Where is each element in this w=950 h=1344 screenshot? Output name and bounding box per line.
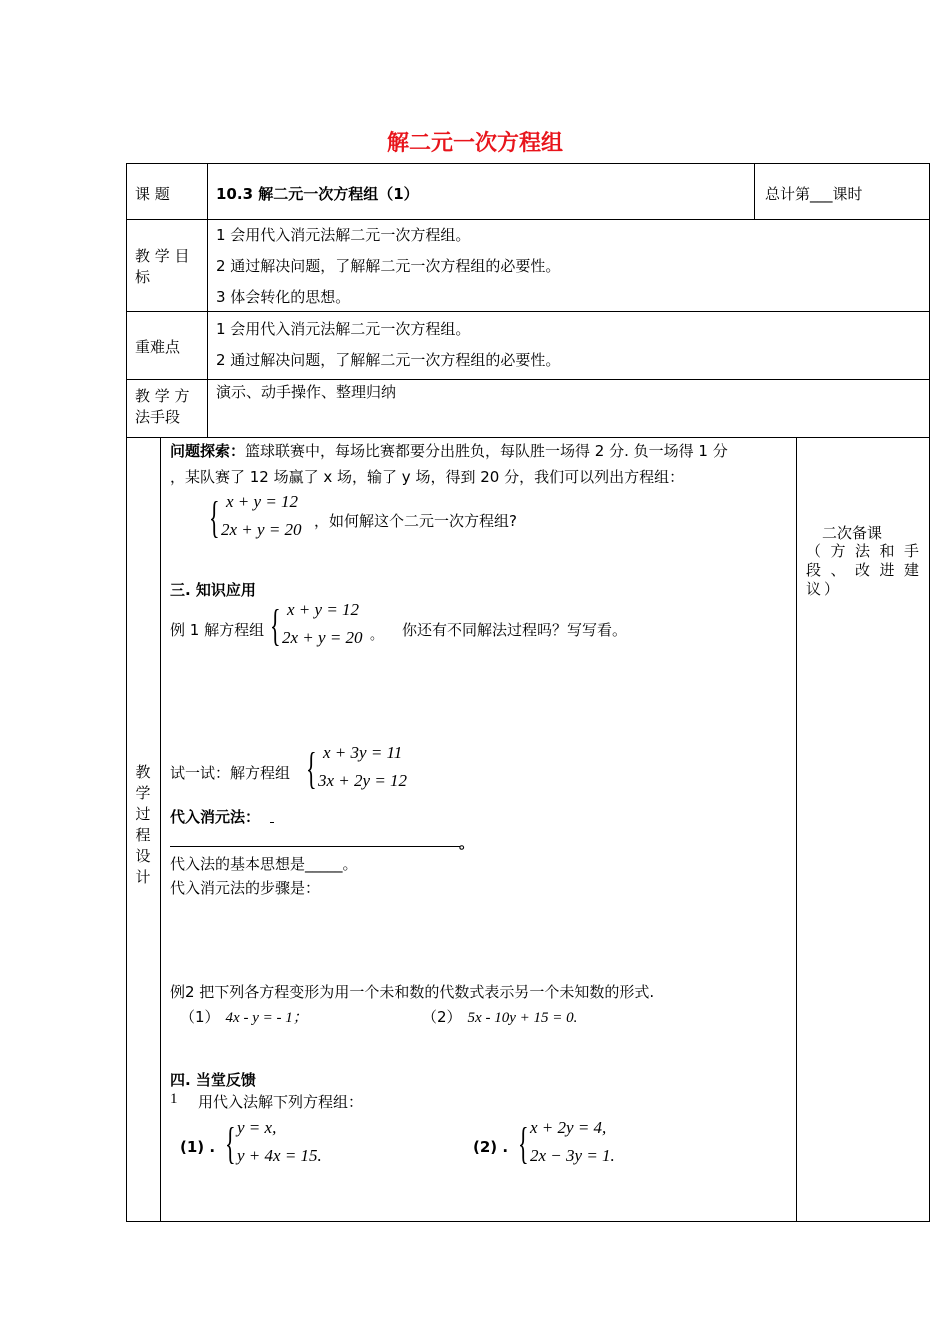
total-lessons: 总计第___课时 — [765, 185, 863, 203]
small-dash — [270, 822, 274, 823]
equation-system-try — [306, 741, 426, 797]
explore-text-1: 篮球联赛中，每场比赛都要分出胜负，每队胜一场得 2 分. 负一场得 1 分 — [245, 442, 728, 460]
substitution-end: 。 — [459, 834, 475, 852]
feedback-1-label: (1) . — [180, 1138, 216, 1156]
brace-icon: { — [270, 601, 281, 650]
try-label: 试一试：解方程组 — [170, 764, 291, 782]
equation: x + 2y = 4, — [530, 1118, 607, 1137]
equation-system-ex1 — [270, 598, 380, 654]
equation-system-fb2 — [518, 1116, 628, 1172]
example-2: 例2 把下列各方程变形为用一个未和数的代数式表示另一个未知数的形式. — [170, 983, 655, 1001]
brace-icon: { — [225, 1119, 236, 1168]
brace-icon: { — [518, 1119, 529, 1168]
ex2-item-1-eq: 4x - y = - 1； — [225, 1010, 308, 1026]
ex2-item-1-label: （1） — [180, 1008, 220, 1026]
difficulty-label: 重难点 — [135, 338, 181, 356]
side-note-title: 二次备课 — [822, 524, 883, 542]
substitution-label: 代入消元法： — [170, 808, 261, 826]
example-1-dot: 。 — [370, 628, 384, 643]
explore-line-1 — [170, 440, 728, 461]
method-label: 教 学 方 法手段 — [135, 387, 190, 426]
goal-item: 3 体会转化的思想。 — [216, 288, 351, 306]
basic-idea: 代入法的基本思想是_____。 — [170, 855, 358, 873]
feedback-2-label: (2) . — [473, 1138, 509, 1156]
equation: x + y = 12 — [287, 600, 360, 619]
equation-system-fb1 — [225, 1116, 335, 1172]
example-1-question: 你还有不同解法过程吗？写写看。 — [402, 621, 628, 639]
equation-system-1 — [209, 490, 319, 546]
equation: 2x + y = 20 — [221, 520, 302, 539]
method-value: 演示、动手操作、整理归纳 — [216, 383, 397, 401]
feedback-number: 1 — [170, 1091, 178, 1107]
page-title: 解二元一次方程组 — [386, 131, 563, 156]
goals-list — [216, 220, 560, 313]
section-3-heading: 三. 知识应用 — [170, 581, 256, 599]
topic-label: 课 题 — [135, 185, 170, 203]
goal-item: 2 通过解决问题，了解解二元一次方程组的必要性。 — [216, 257, 561, 275]
brace-icon: { — [209, 493, 220, 542]
difficulty-list — [216, 314, 560, 376]
ex2-item-2-label: （2） — [422, 1008, 462, 1026]
ex2-item-2-eq: 5x - 10y + 15 = 0. — [467, 1010, 578, 1026]
goals-label: 教 学 目 标 — [135, 247, 190, 286]
explore-text-2: ，某队赛了 12 场赢了 x 场，输了 y 场，得到 20 分，我们可以列出方程组： — [170, 468, 685, 486]
topic-value: 10.3 解二元一次方程组（1） — [216, 185, 419, 203]
brace-icon: { — [306, 744, 317, 793]
difficulty-item: 1 会用代入消元法解二元一次方程组。 — [216, 320, 471, 338]
fill-blank-line — [170, 846, 460, 847]
sys1-question: ，如何解这个二元一次方程组? — [314, 512, 517, 530]
equation: 2x − 3y = 1. — [530, 1146, 615, 1165]
process-label-text: 教学过程设计 — [135, 763, 151, 886]
steps: 代入消元法的步骤是： — [170, 879, 321, 897]
example-1-label: 例 1 解方程组 — [170, 621, 265, 639]
equation: y + 4x = 15. — [237, 1146, 322, 1165]
goal-item: 1 会用代入消元法解二元一次方程组。 — [216, 226, 471, 244]
section-4-heading: 四. 当堂反馈 — [170, 1071, 256, 1089]
explore-label: 问题探索： — [170, 442, 246, 460]
process-label — [133, 762, 153, 888]
equation: x + 3y = 11 — [323, 743, 403, 762]
ex2-item-2 — [422, 1006, 577, 1027]
difficulty-item: 2 通过解决问题，了解解二元一次方程组的必要性。 — [216, 351, 561, 369]
equation: 2x + y = 20 — [282, 628, 363, 647]
equation: y = x, — [237, 1118, 277, 1137]
side-note-body: （方法和手段、改进建议） — [806, 542, 922, 598]
feedback-text: 用代入法解下列方程组： — [198, 1093, 364, 1111]
equation: 3x + 2y = 12 — [318, 771, 408, 790]
equation: x + y = 12 — [226, 492, 299, 511]
ex2-item-1 — [180, 1006, 308, 1027]
